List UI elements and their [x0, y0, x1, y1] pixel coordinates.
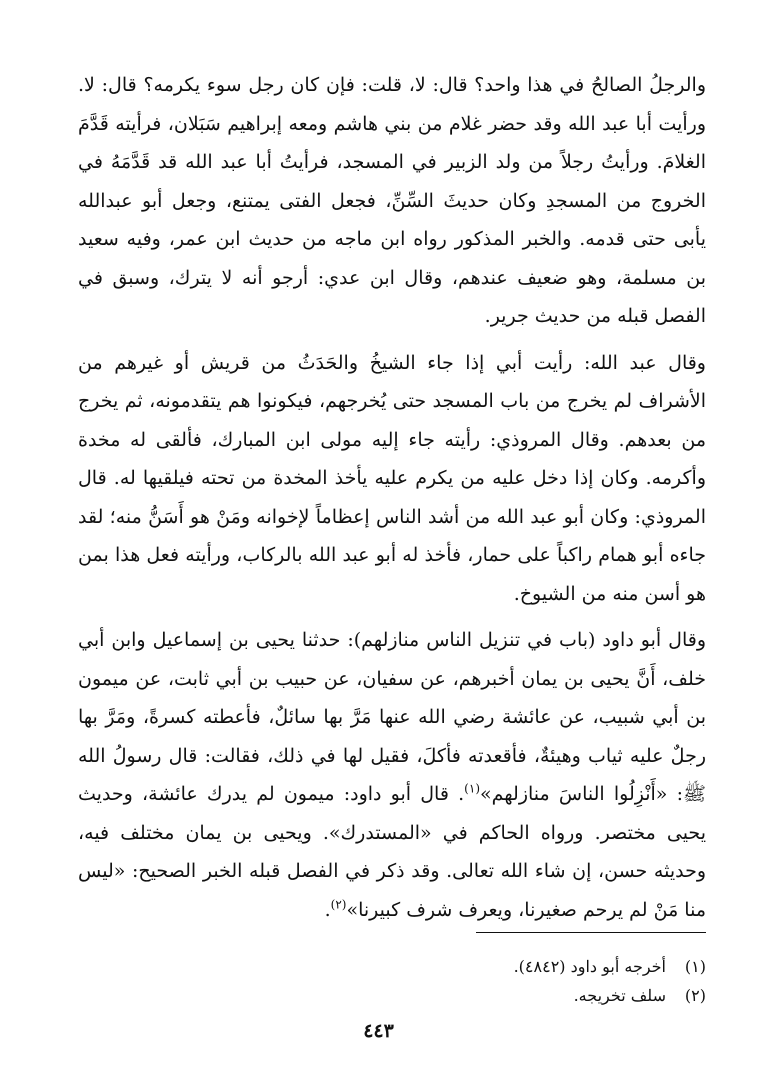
- footnote-2: [306, 981, 706, 1010]
- paragraph-1: والرجلُ الصالحُ في هذا واحد؟ قال: لا، قلت: فإن كان رجل سوء يكرمه؟ قال: لا. ورأيت أبا عبد الله وقد حضر غلام من بني هاشم ومعه إبراهيم سَبَلان، فرأيته قَدَّمَ الغلامَ. ورأيتُ رجلاً من ولد الزبير في المسجد، فرأيتُ أبا عبد الله قد قَدَّمَهُ في الخروج من المسجدِ وكان حديثَ السِّنِّ، فجعل الفتى يمتنع، وجعل أبو عبدالله يأبى حتى قدمه. والخبر المذكور رواه ابن ماجه من حديث ابن عمر، وفيه سعيد بن مسلمة، وهو ضعيف عندهم، وقال ابن عدي: أرجو أنه لا يترك، وسبق في الفصل قبله من حديث جرير.: [78, 74, 706, 327]
- page-body: [78, 66, 706, 929]
- footnote-1: [306, 952, 706, 981]
- footnote-ref-2[interactable]: (٢): [330, 897, 347, 912]
- paragraph-3-text-c: .: [324, 898, 331, 921]
- footnote-divider: [476, 932, 706, 933]
- paragraph-3-text-a: وقال أبو داود (باب في تنزيل الناس منازلهم): حدثنا يحيى بن إسماعيل وابن أبي خلف، أَنَّ يحيى بن يمان أخبرهم، عن سفيان، عن حبيب بن أبي ثابت، عن ميمون بن أبي شبيب، عن عائشة رضي الله عنها مَرَّ بها سائلٌ، فأعطته كسرةً، ومَرَّ بها رجلٌ عليه ثياب وهيئةٌ، فأقعدته فأكلَ، فقيل لها في ذلك، فقالت: قال رسولُ الله ﷺ: «أَنْزِلُوا الناسَ منازلهم»: [78, 629, 706, 805]
- page-number: ٤٤٣: [363, 1020, 394, 1042]
- footnote-number: (٢): [684, 986, 706, 1005]
- footnote-text: أخرجه أبو داود (٤٨٤٢).: [513, 957, 666, 976]
- footnote-text: سلف تخريجه.: [573, 986, 666, 1005]
- paragraph-3-text-b: . قال أبو داود: ميمون لم يدرك عائشة، وحديث يحيى مختصر. ورواه الحاكم في «المستدرك». ويحيى بن يمان مختلف فيه، وحديثه حسن، إن شاء الله تعالى. وقد ذكر في الفصل قبله الخبر الصحيح: «ليس منا مَنْ لم يرحم صغيرنا، ويعرف شرف كبيرنا»: [78, 783, 706, 921]
- paragraph-3: [78, 621, 706, 929]
- footnote-number: (١): [684, 957, 706, 976]
- footnote-ref-1[interactable]: (١): [464, 781, 480, 796]
- footnotes: [306, 952, 706, 1010]
- paragraph-2: وقال عبد الله: رأيت أبي إذا جاء الشيخُ والحَدَثُ من قريش أو غيرهم من الأشراف لم يخرج من باب المسجد حتى يُخرجهم، فيكونوا هم يتقدمونه، ثم يخرج من بعدهم. وقال المروذي: رأيته جاء إليه مولى ابن المبارك، فألقى له مخدة وأكرمه. وكان إذا دخل عليه من يكرم عليه يأخذ المخدة من تحته فيلقيها له. قال المروذي: وكان أبو عبد الله من أشد الناس إعظاماً لإخوانه ومَنْ هو أَسَنُّ منه؛ لقد جاءه أبو همام راكباً على حمار، فأخذ له أبو عبد الله بالركاب، ورأيته فعل هذا بمن هو أسن منه من الشيوخ.: [78, 351, 706, 605]
